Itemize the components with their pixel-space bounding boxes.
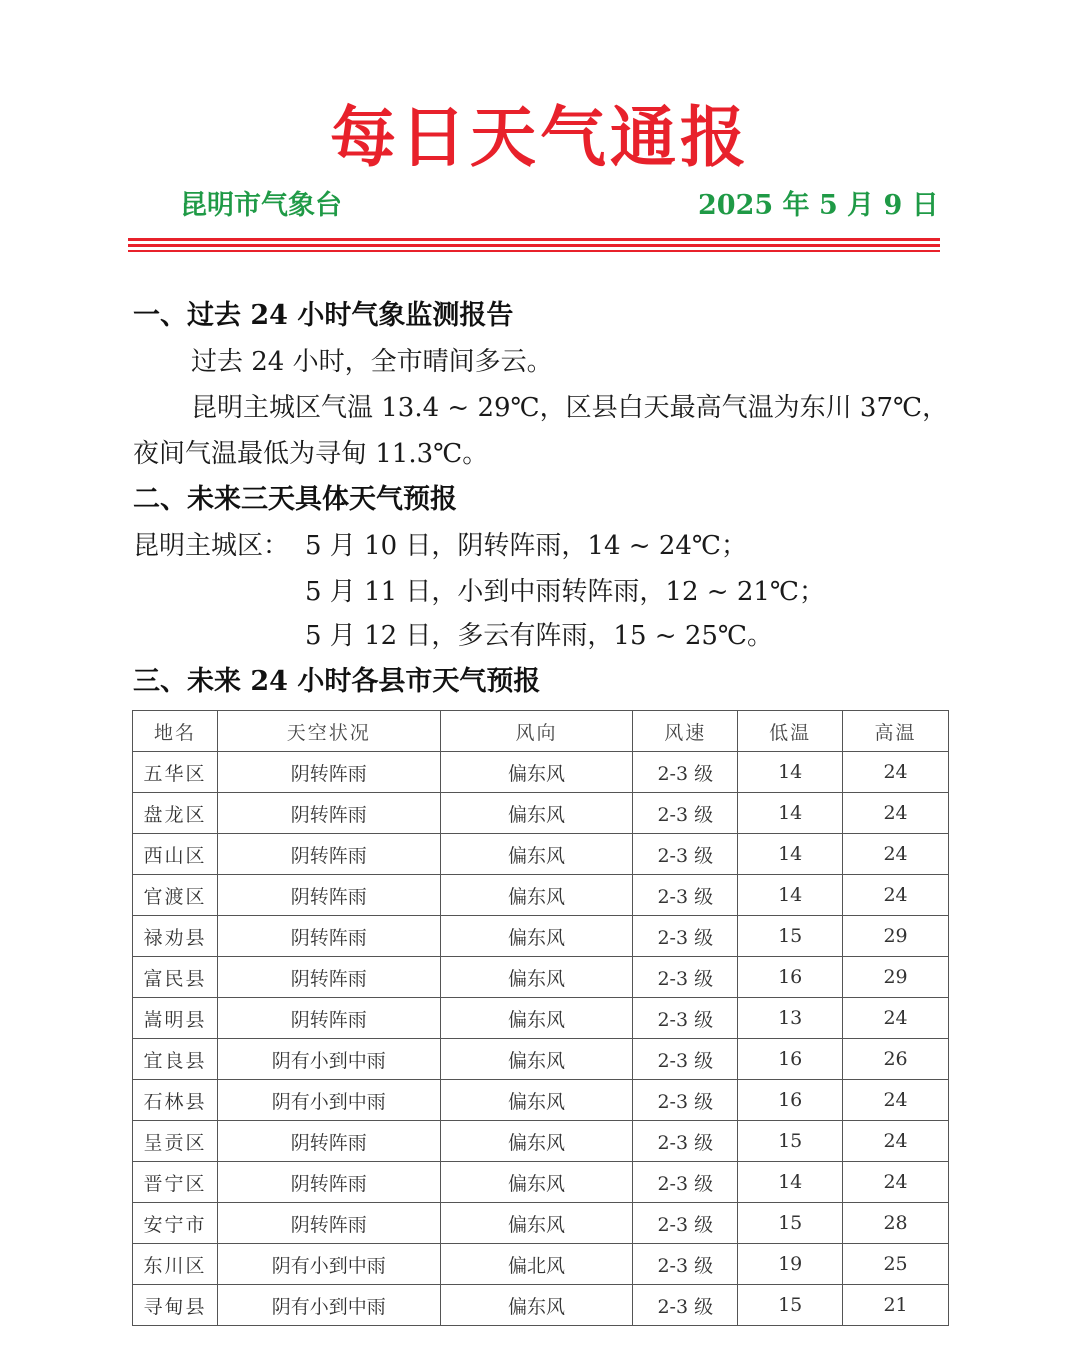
cell-wind-direction: 偏东风 (440, 752, 633, 793)
cell-wind-speed: 2-3 级 (633, 752, 738, 793)
header-divider-line (128, 250, 940, 252)
cell-low-temp: 14 (738, 1162, 843, 1203)
cell-wind-direction: 偏东风 (440, 1121, 633, 1162)
table-row (133, 793, 949, 834)
cell-wind-direction: 偏东风 (440, 1080, 633, 1121)
table-row (133, 998, 949, 1039)
cell-low-temp: 14 (738, 752, 843, 793)
table-row (133, 1080, 949, 1121)
cell-sky: 阴有小到中雨 (217, 1039, 440, 1080)
cell-wind-speed: 2-3 级 (633, 834, 738, 875)
cell-location: 晋宁区 (133, 1162, 218, 1203)
cell-low-temp: 16 (738, 957, 843, 998)
cell-low-temp: 15 (738, 916, 843, 957)
column-header-wind-speed: 风速 (633, 711, 738, 752)
column-header-sky: 天空状况 (217, 711, 440, 752)
table-row (133, 1285, 949, 1326)
cell-high-temp: 29 (843, 916, 949, 957)
cell-high-temp: 24 (843, 834, 949, 875)
table-row (133, 1244, 949, 1285)
cell-low-temp: 14 (738, 793, 843, 834)
cell-wind-direction: 偏东风 (440, 1285, 633, 1326)
cell-sky: 阴转阵雨 (217, 752, 440, 793)
forecast-location-label: 昆明主城区： (133, 531, 290, 561)
cell-wind-speed: 2-3 级 (633, 1080, 738, 1121)
cell-location: 东川区 (133, 1244, 218, 1285)
cell-low-temp: 14 (738, 875, 843, 916)
section1-temperature-line: 昆明主城区气温 13.4 ~ 29℃，区县白天最高气温为东川 37℃， (191, 393, 949, 423)
cell-sky: 阴转阵雨 (217, 793, 440, 834)
cell-sky: 阴转阵雨 (217, 834, 440, 875)
column-header-low-temp: 低温 (738, 711, 843, 752)
column-header-location: 地名 (133, 711, 218, 752)
cell-wind-direction: 偏东风 (440, 834, 633, 875)
cell-high-temp: 21 (843, 1285, 949, 1326)
cell-high-temp: 24 (843, 1162, 949, 1203)
column-header-high-temp: 高温 (843, 711, 949, 752)
cell-wind-direction: 偏东风 (440, 875, 633, 916)
forecast-day-2: 5 月 11 日，小到中雨转阵雨，12 ~ 21℃； (305, 577, 825, 607)
cell-high-temp: 24 (843, 793, 949, 834)
cell-location: 石林县 (133, 1080, 218, 1121)
cell-wind-direction: 偏东风 (440, 793, 633, 834)
cell-wind-direction: 偏东风 (440, 916, 633, 957)
cell-wind-speed: 2-3 级 (633, 1285, 738, 1326)
section1-heading: 一、过去 24 小时气象监测报告 (133, 300, 514, 331)
cell-location: 五华区 (133, 752, 218, 793)
page-title: 每日天气通报 (330, 98, 750, 176)
cell-wind-direction: 偏东风 (440, 1203, 633, 1244)
cell-sky: 阴转阵雨 (217, 957, 440, 998)
cell-sky: 阴有小到中雨 (217, 1244, 440, 1285)
cell-wind-speed: 2-3 级 (633, 875, 738, 916)
cell-wind-direction: 偏东风 (440, 1162, 633, 1203)
cell-sky: 阴转阵雨 (217, 1162, 440, 1203)
forecast-day-1: 5 月 10 日，阴转阵雨，14 ~ 24℃； (305, 531, 747, 561)
header-divider-line (128, 238, 940, 241)
column-header-wind-direction: 风向 (440, 711, 633, 752)
cell-wind-speed: 2-3 级 (633, 1203, 738, 1244)
table-row (133, 1121, 949, 1162)
cell-wind-speed: 2-3 级 (633, 1121, 738, 1162)
cell-low-temp: 16 (738, 1080, 843, 1121)
cell-high-temp: 24 (843, 1080, 949, 1121)
table-row (133, 1162, 949, 1203)
cell-location: 宜良县 (133, 1039, 218, 1080)
section1-summary: 过去 24 小时，全市晴间多云。 (191, 347, 553, 377)
table-row (133, 875, 949, 916)
cell-location: 盘龙区 (133, 793, 218, 834)
cell-wind-speed: 2-3 级 (633, 1244, 738, 1285)
cell-high-temp: 26 (843, 1039, 949, 1080)
table-body (133, 752, 949, 1326)
section1-temperature-line-cont: 夜间气温最低为寻甸 11.3℃。 (133, 439, 489, 469)
cell-wind-speed: 2-3 级 (633, 1039, 738, 1080)
cell-low-temp: 14 (738, 834, 843, 875)
cell-high-temp: 24 (843, 1121, 949, 1162)
table-row (133, 1203, 949, 1244)
table-row (133, 916, 949, 957)
cell-location: 富民县 (133, 957, 218, 998)
cell-high-temp: 24 (843, 875, 949, 916)
cell-wind-speed: 2-3 级 (633, 793, 738, 834)
cell-wind-direction: 偏北风 (440, 1244, 633, 1285)
cell-low-temp: 19 (738, 1244, 843, 1285)
cell-sky: 阴转阵雨 (217, 1203, 440, 1244)
cell-low-temp: 13 (738, 998, 843, 1039)
cell-high-temp: 29 (843, 957, 949, 998)
cell-wind-speed: 2-3 级 (633, 998, 738, 1039)
cell-location: 嵩明县 (133, 998, 218, 1039)
table-row (133, 1039, 949, 1080)
cell-wind-direction: 偏东风 (440, 998, 633, 1039)
table-row (133, 834, 949, 875)
cell-sky: 阴转阵雨 (217, 998, 440, 1039)
cell-low-temp: 15 (738, 1203, 843, 1244)
cell-low-temp: 16 (738, 1039, 843, 1080)
cell-location: 呈贡区 (133, 1121, 218, 1162)
cell-sky: 阴转阵雨 (217, 1121, 440, 1162)
cell-wind-speed: 2-3 级 (633, 1162, 738, 1203)
cell-high-temp: 24 (843, 998, 949, 1039)
cell-high-temp: 24 (843, 752, 949, 793)
cell-location: 禄劝县 (133, 916, 218, 957)
table-header-row (133, 711, 949, 752)
section2-heading: 二、未来三天具体天气预报 (133, 484, 457, 515)
section3-heading: 三、未来 24 小时各县市天气预报 (133, 666, 541, 697)
cell-wind-direction: 偏东风 (440, 957, 633, 998)
report-date: 2025 年 5 月 9 日 (698, 190, 939, 221)
county-forecast-table (132, 710, 949, 1326)
table-row (133, 752, 949, 793)
cell-wind-direction: 偏东风 (440, 1039, 633, 1080)
agency-name: 昆明市气象台 (180, 190, 342, 221)
cell-sky: 阴转阵雨 (217, 875, 440, 916)
cell-location: 官渡区 (133, 875, 218, 916)
cell-low-temp: 15 (738, 1121, 843, 1162)
cell-wind-speed: 2-3 级 (633, 957, 738, 998)
cell-location: 寻甸县 (133, 1285, 218, 1326)
cell-high-temp: 28 (843, 1203, 949, 1244)
forecast-day-3: 5 月 12 日，多云有阵雨，15 ~ 25℃。 (305, 621, 773, 651)
cell-low-temp: 15 (738, 1285, 843, 1326)
cell-high-temp: 25 (843, 1244, 949, 1285)
cell-sky: 阴有小到中雨 (217, 1285, 440, 1326)
cell-sky: 阴有小到中雨 (217, 1080, 440, 1121)
cell-location: 西山区 (133, 834, 218, 875)
header-divider-line (128, 244, 940, 247)
cell-sky: 阴转阵雨 (217, 916, 440, 957)
table-row (133, 957, 949, 998)
cell-wind-speed: 2-3 级 (633, 916, 738, 957)
cell-location: 安宁市 (133, 1203, 218, 1244)
